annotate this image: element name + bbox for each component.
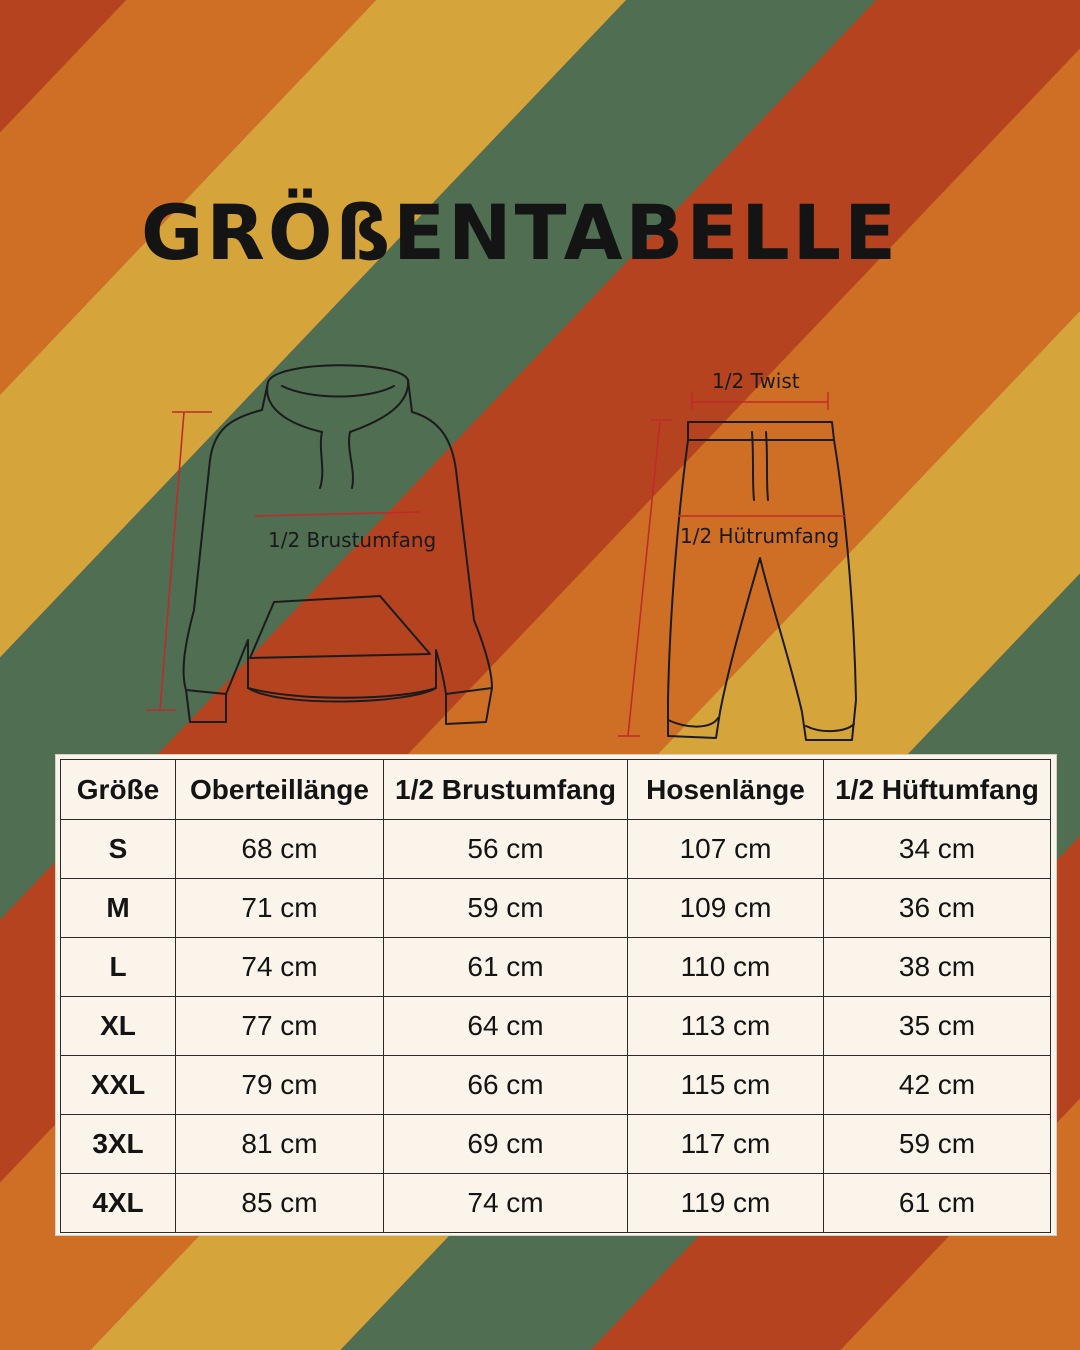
table-cell: 69 cm <box>384 1115 628 1174</box>
size-cell: L <box>61 938 176 997</box>
table-cell: 64 cm <box>384 997 628 1056</box>
table-cell: 68 cm <box>176 820 384 879</box>
table-cell: 59 cm <box>384 879 628 938</box>
table-cell: 81 cm <box>176 1115 384 1174</box>
size-cell: XL <box>61 997 176 1056</box>
size-cell: XXL <box>61 1056 176 1115</box>
header-top-length: Oberteillänge <box>176 760 384 820</box>
size-cell: 3XL <box>61 1115 176 1174</box>
table-cell: 36 cm <box>824 879 1051 938</box>
table-cell: 42 cm <box>824 1056 1051 1115</box>
size-table <box>60 759 1051 1233</box>
table-cell: 119 cm <box>628 1174 824 1233</box>
header-half-chest: 1/2 Brustumfang <box>384 760 628 820</box>
table-cell: 38 cm <box>824 938 1051 997</box>
hoodie-chest-label: 1/2 Brustumfang <box>268 528 437 552</box>
table-cell: 79 cm <box>176 1056 384 1115</box>
table-row <box>61 1056 1051 1115</box>
header-pants-length: Hosenlänge <box>628 760 824 820</box>
size-cell: S <box>61 820 176 879</box>
table-cell: 74 cm <box>176 938 384 997</box>
size-cell: M <box>61 879 176 938</box>
table-cell: 66 cm <box>384 1056 628 1115</box>
table-cell: 85 cm <box>176 1174 384 1233</box>
table-cell: 115 cm <box>628 1056 824 1115</box>
table-cell: 74 cm <box>384 1174 628 1233</box>
page-title: GRÖßENTABELLE <box>140 188 900 277</box>
pants-icon <box>668 422 856 740</box>
table-cell: 107 cm <box>628 820 824 879</box>
table-cell: 56 cm <box>384 820 628 879</box>
pants-waist-label: 1/2 Twist <box>712 369 800 393</box>
table-cell: 77 cm <box>176 997 384 1056</box>
pants-hip-label: 1/2 Hütrumfang <box>680 524 840 548</box>
hoodie-length-line <box>160 412 184 710</box>
table-row <box>61 1115 1051 1174</box>
table-row <box>61 1174 1051 1233</box>
table-row <box>61 997 1051 1056</box>
table-cell: 34 cm <box>824 820 1051 879</box>
table-cell: 61 cm <box>824 1174 1051 1233</box>
table-cell: 109 cm <box>628 879 824 938</box>
size-table-container <box>56 755 1056 1235</box>
table-cell: 113 cm <box>628 997 824 1056</box>
table-cell: 71 cm <box>176 879 384 938</box>
table-cell: 59 cm <box>824 1115 1051 1174</box>
table-row <box>61 879 1051 938</box>
table-header-row <box>61 760 1051 820</box>
pants-length-line <box>628 422 660 736</box>
table-row <box>61 938 1051 997</box>
size-cell: 4XL <box>61 1174 176 1233</box>
table-row <box>61 820 1051 879</box>
table-cell: 117 cm <box>628 1115 824 1174</box>
header-half-hip: 1/2 Hüftumfang <box>824 760 1051 820</box>
table-cell: 35 cm <box>824 997 1051 1056</box>
header-size: Größe <box>61 760 176 820</box>
hoodie-chest-line <box>255 512 420 516</box>
table-cell: 110 cm <box>628 938 824 997</box>
table-cell: 61 cm <box>384 938 628 997</box>
